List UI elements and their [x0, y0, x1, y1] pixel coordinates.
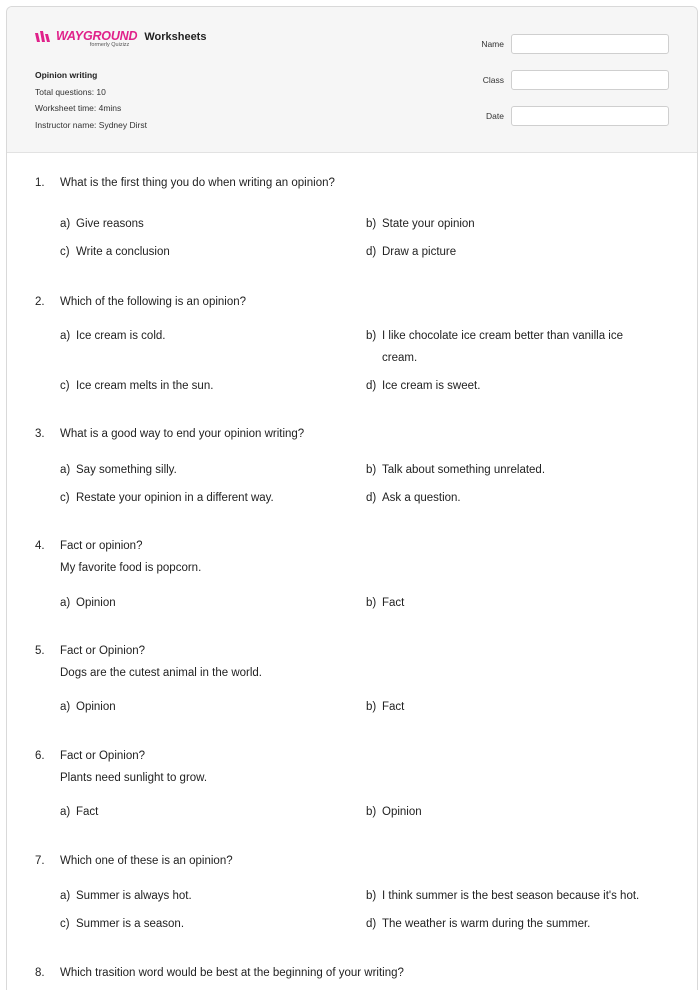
option-text: Talk about something unrelated. — [382, 464, 546, 476]
option-1c — [60, 241, 346, 263]
option-text: Ice cream is cold. — [76, 330, 166, 342]
logo-mark-icon — [35, 31, 53, 42]
option-letter: b) — [366, 597, 377, 609]
question-prompt: Fact or Opinion? — [60, 645, 146, 657]
question-statement: Dogs are the cutest animal in the world. — [60, 667, 262, 679]
brand — [35, 29, 206, 48]
question-text: What is the first thing you do when writing an opinion? — [60, 177, 335, 189]
question-number: 6. — [35, 750, 45, 762]
question-statement: My favorite food is popcorn. — [60, 562, 202, 574]
option-2a — [60, 325, 346, 347]
worksheet-page — [6, 6, 698, 990]
question-statement: Plants need sunlight to grow. — [60, 772, 208, 784]
question-number: 5. — [35, 645, 45, 657]
worksheet-title: Opinion writing — [35, 70, 98, 80]
option-letter: b) — [366, 218, 377, 230]
class-label: Class — [482, 75, 504, 85]
worksheet-header — [7, 7, 697, 153]
class-field-row — [483, 70, 669, 90]
option-text: Summer is a season. — [76, 918, 185, 930]
brand-title: Worksheets — [144, 31, 207, 43]
option-text: Fact — [76, 806, 99, 818]
option-letter: b) — [366, 464, 377, 476]
option-letter: b) — [366, 330, 377, 342]
question-text: Which one of these is an opinion? — [60, 855, 233, 867]
option-7b — [366, 885, 672, 907]
question-number: 3. — [35, 428, 45, 440]
option-5b — [366, 696, 652, 718]
worksheet-time: Worksheet time: 4mins — [35, 103, 122, 113]
option-letter: a) — [60, 464, 71, 476]
option-letter: b) — [366, 806, 377, 818]
name-label: Name — [481, 39, 504, 49]
question-text — [60, 745, 660, 789]
option-6a — [60, 801, 346, 823]
option-text: Opinion — [382, 806, 422, 818]
option-1b — [366, 213, 652, 235]
question-number: 8. — [35, 967, 45, 979]
option-letter: b) — [366, 701, 377, 713]
option-1a — [60, 213, 346, 235]
option-letter: d) — [366, 492, 377, 504]
question-prompt: Fact or opinion? — [60, 540, 143, 552]
option-3d — [366, 487, 652, 509]
date-input[interactable] — [511, 106, 669, 126]
option-text: Give reasons — [76, 218, 144, 230]
option-text: Fact — [382, 701, 405, 713]
question-number: 7. — [35, 855, 45, 867]
instructor-name: Instructor name: Sydney Dirst — [35, 119, 147, 130]
option-text: State your opinion — [382, 218, 475, 230]
option-letter: d) — [366, 918, 377, 930]
question-number: 1. — [35, 177, 45, 189]
option-text: Fact — [382, 597, 405, 609]
option-letter: c) — [60, 492, 70, 504]
class-input[interactable] — [511, 70, 669, 90]
question-text: Which trasition word would be best at the beginning of your writing? — [60, 967, 404, 979]
option-text: Opinion — [76, 701, 116, 713]
option-text: I think summer is the best season because it's hot. — [382, 890, 640, 902]
name-input[interactable] — [511, 34, 669, 54]
question-text — [60, 535, 660, 579]
worksheet-meta — [35, 67, 147, 133]
option-text: I like chocolate ice cream better than vanilla ice cream. — [382, 330, 623, 364]
option-text: Ask a question. — [382, 492, 461, 504]
logo-subtitle: formerly Quizizz — [89, 42, 130, 48]
question-text: What is a good way to end your opinion writing? — [60, 428, 305, 440]
option-text: Opinion — [76, 597, 116, 609]
name-field-row — [481, 34, 669, 54]
option-4b — [366, 592, 652, 614]
option-letter: c) — [60, 918, 70, 930]
option-5a — [60, 696, 346, 718]
option-text: Ice cream melts in the sun. — [76, 380, 214, 392]
option-text: Summer is always hot. — [76, 890, 192, 902]
question-prompt: Fact or Opinion? — [60, 750, 146, 762]
option-letter: d) — [366, 246, 377, 258]
option-text: Write a conclusion — [76, 246, 170, 258]
question-number: 2. — [35, 296, 45, 308]
option-text: Say something silly. — [76, 464, 177, 476]
option-3a — [60, 459, 346, 481]
option-2d — [366, 375, 652, 397]
option-letter: c) — [60, 380, 70, 392]
option-2b — [366, 325, 652, 369]
question-text: Which of the following is an opinion? — [60, 296, 247, 308]
option-3b — [366, 459, 652, 481]
option-letter: a) — [60, 218, 71, 230]
option-7a — [60, 885, 346, 907]
question-text — [60, 640, 660, 684]
option-7d — [366, 913, 672, 935]
wayground-logo — [35, 29, 137, 48]
option-4a — [60, 592, 346, 614]
option-text: Ice cream is sweet. — [382, 380, 481, 392]
option-text: Draw a picture — [382, 246, 457, 258]
option-6b — [366, 801, 652, 823]
date-label: Date — [486, 111, 504, 121]
option-3c — [60, 487, 346, 509]
option-text: The weather is warm during the summer. — [382, 918, 591, 930]
question-number: 4. — [35, 540, 45, 552]
option-text: Restate your opinion in a different way. — [76, 492, 274, 504]
option-letter: d) — [366, 380, 377, 392]
option-7c — [60, 913, 346, 935]
option-letter: a) — [60, 330, 71, 342]
option-letter: a) — [60, 890, 71, 902]
option-1d — [366, 241, 652, 263]
logo-text: WAYGROUND — [56, 29, 138, 43]
option-letter: a) — [60, 701, 71, 713]
option-letter: a) — [60, 806, 71, 818]
total-questions: Total questions: 10 — [35, 86, 106, 97]
option-letter: b) — [366, 890, 377, 902]
option-letter: a) — [60, 597, 71, 609]
option-2c — [60, 375, 346, 397]
date-field-row — [486, 106, 669, 126]
option-letter: c) — [60, 246, 70, 258]
